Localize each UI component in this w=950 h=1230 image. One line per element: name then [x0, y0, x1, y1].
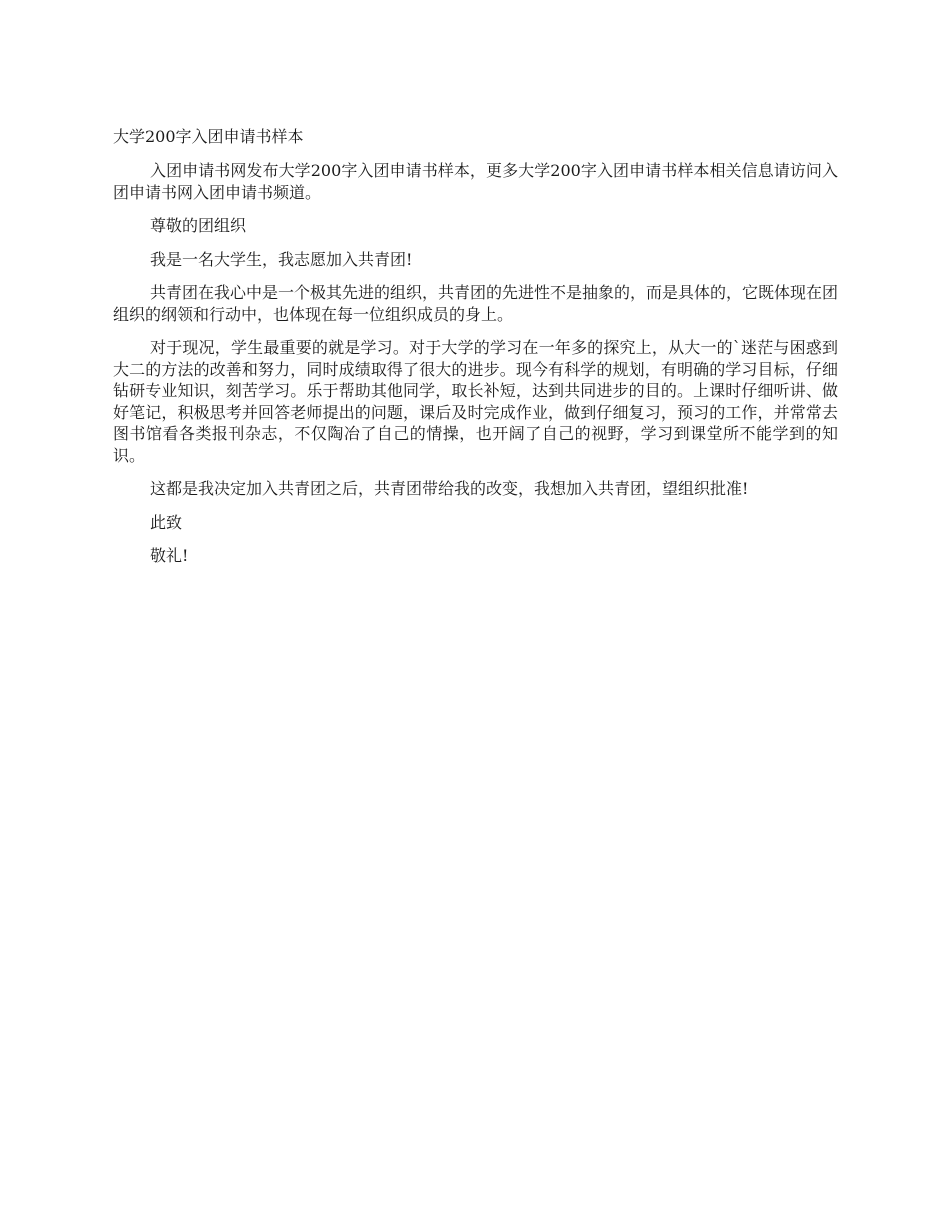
closing-paragraph: 这都是我决定加入共青团之后，共青团带给我的改变，我想加入共青团，望组织批准! — [150, 479, 749, 498]
salutation: 尊敬的团组织 — [150, 216, 247, 235]
intro-paragraph: 入团申请书网发布大学200字入团申请书样本，更多大学200字入团申请书样本相关信息请访问入团申请书网入团申请书频道。 — [113, 161, 838, 202]
closing-regards: 敬礼! — [150, 546, 189, 565]
body-paragraph-1: 共青团在我心中是一个极其先进的组织，共青团的先进性不是抽象的，而是具体的，它既体现在团组织的纲领和行动中，也体现在每一位组织成员的身上。 — [113, 283, 839, 324]
closing-phrase: 此致 — [150, 512, 183, 532]
document-body — [113, 126, 838, 579]
declaration-paragraph: 我是一名大学生，我志愿加入共青团! — [150, 249, 413, 269]
document-title: 大学200字入团申请书样本 — [113, 127, 304, 146]
body-paragraph-2: 对于现况，学生最重要的就是学习。对于大学的学习在一年多的探究上，从大一的`迷茫与困惑到大二的方法的改善和努力，同时成绩取得了很大的进步。现今有科学的规划，有明确的学习目标，仔细钻研专业知识，刻苦学习。乐于帮助其他同学，取长补短，达到共同进步的目的。上课时仔细听讲、做好笔记，积极思考并回答老师提出的问题，课后及时完成作业，做到仔细复习，预习的工作，并常常去图书馆看各类报刊杂志，不仅陶冶了自己的情操，也开阔了自己的视野，学习到课堂所不能学到的知识。 — [113, 338, 838, 465]
